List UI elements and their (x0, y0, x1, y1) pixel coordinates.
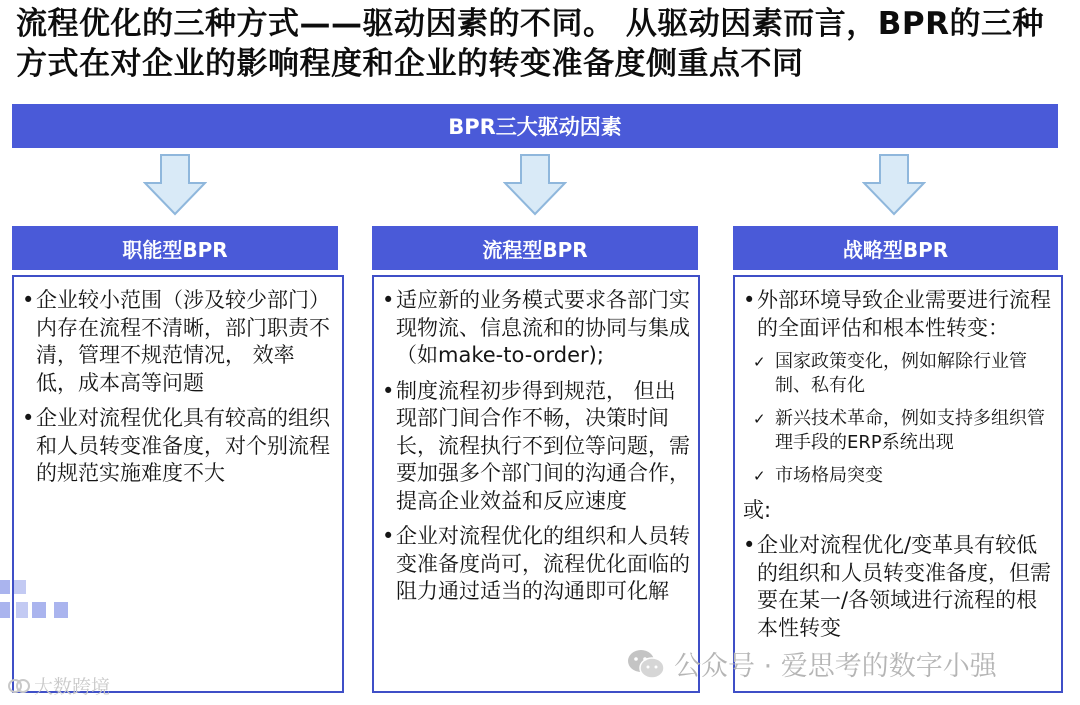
link-icon (8, 677, 30, 695)
decor-square (54, 602, 68, 618)
page-title: 流程优化的三种方式——驱动因素的不同。 从驱动因素而言，BPR的三种方式在对企业的影响程度和企业的转变准备度侧重点不同 (16, 6, 1045, 82)
watermark: 公众号 · 爱思考的数字小强 (626, 644, 997, 683)
strategic-bpr-header: 战略型BPR (733, 226, 1058, 270)
decor-square (0, 602, 10, 618)
sub-list-item: ✓ 国家政策变化，例如解除行业管制、私有化 (753, 351, 1027, 396)
decor-square (0, 580, 10, 594)
wechat-icon (626, 648, 666, 680)
watermark-small: 大数跨境 (8, 672, 110, 699)
check-icon: ✓ (753, 353, 766, 371)
bullet-icon: • (382, 288, 395, 312)
main-header-bar: BPR三大驱动因素 (12, 104, 1058, 148)
process-bpr-box (372, 275, 700, 693)
check-icon: ✓ (753, 410, 766, 428)
sub-list-item: ✓ 新兴技术革命，例如支持多组织管理手段的ERP系统出现 (753, 408, 1045, 453)
list-item: • 外部环境导致企业需要进行流程的全面评估和根本性转变： (743, 288, 1051, 340)
functional-bpr-box (12, 275, 344, 693)
list-item: • 企业对流程优化具有较高的组织和人员转变准备度，对个别流程的规范实施难度不大 (22, 406, 330, 485)
list-item: • 适应新的业务模式要求各部门实现物流、信息流和的协同与集成（如make-to-order); (382, 288, 690, 367)
decor-square (32, 602, 46, 618)
down-arrow-icon (143, 154, 207, 216)
decor-square (16, 602, 28, 618)
sub-list-item: ✓ 市场格局突变 (753, 465, 883, 486)
down-arrow-icon (862, 154, 926, 216)
list-item: • 企业对流程优化的组织和人员转变准备度尚可，流程优化面临的阻力通过适当的沟通即可化解 (382, 524, 690, 603)
bullet-icon: • (22, 406, 35, 430)
list-item: • 企业较小范围（涉及较少部门）内存在流程不清晰，部门职责不清，管理不规范情况， 效率低，成本高等问题 (22, 288, 330, 395)
list-item: • 企业对流程优化/变革具有较低的组织和人员转变准备度，但需要在某一/各领域进行流程的根本性转变 (743, 533, 1051, 640)
bullet-icon: • (382, 524, 395, 548)
list-item: • 制度流程初步得到规范， 但出现部门间合作不畅，决策时间长，流程执行不到位等问题，需要加强多个部门间的沟通合作，提高企业效益和反应速度 (382, 378, 690, 513)
bullet-icon: • (382, 378, 395, 403)
check-icon: ✓ (753, 467, 766, 485)
functional-bpr-header: 职能型BPR (12, 226, 338, 270)
strategic-bpr-box (733, 275, 1063, 693)
decor-square (14, 580, 26, 594)
or-label: 或: (743, 498, 772, 522)
bullet-icon: • (743, 288, 756, 312)
bullet-icon: • (743, 533, 756, 557)
process-bpr-header: 流程型BPR (372, 226, 698, 270)
bullet-icon: • (22, 288, 35, 312)
down-arrow-icon (503, 154, 567, 216)
